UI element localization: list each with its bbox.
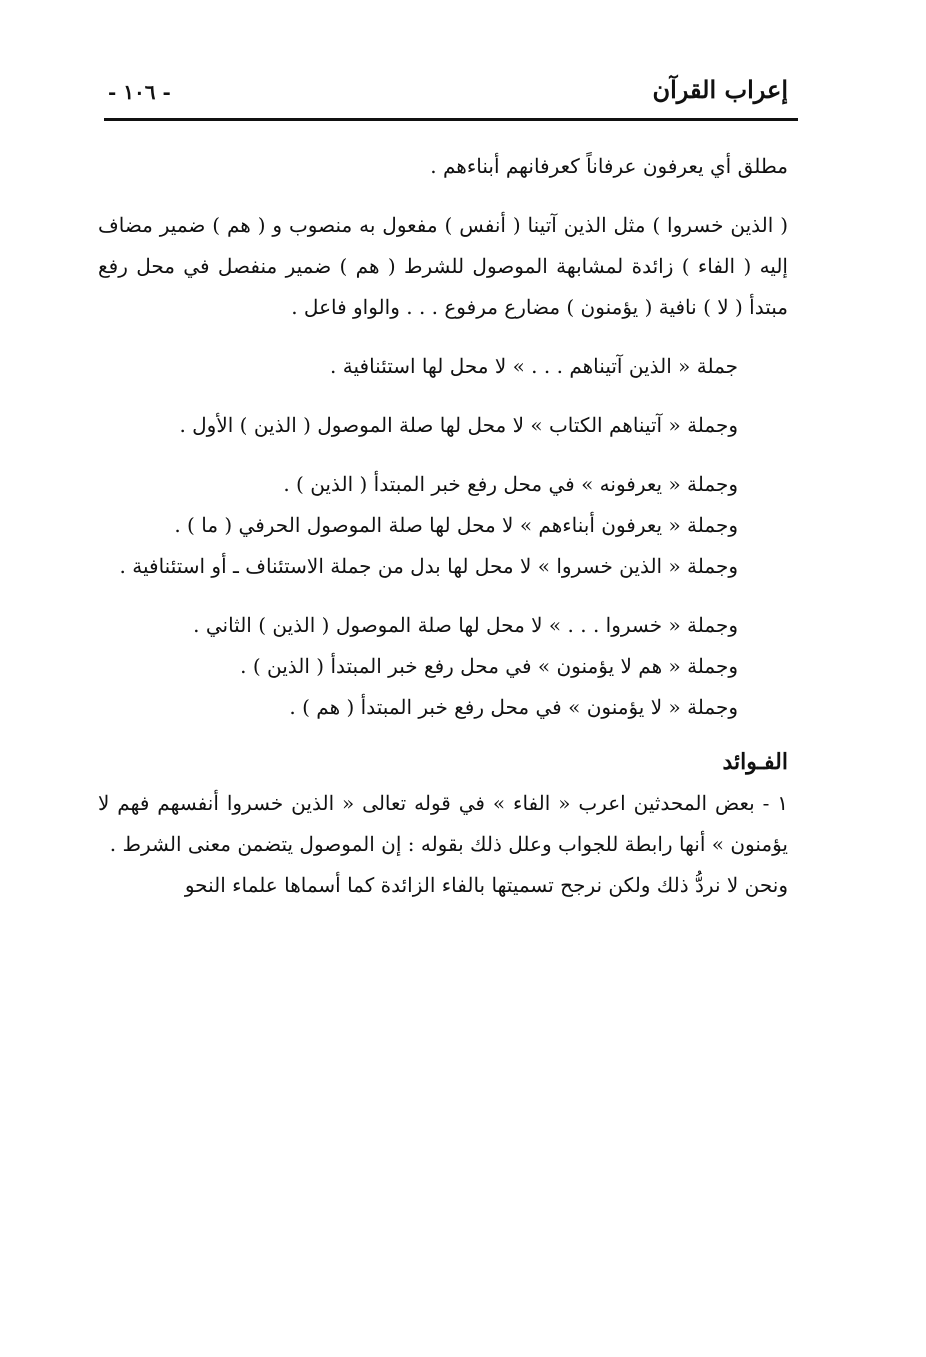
paragraph: وجملة « خسروا . . . » لا محل لها صلة الموصول ( الذين ) الثاني . — [193, 613, 738, 637]
paragraph: ( الذين خسروا ) مثل الذين آتينا ( أنفس ) مفعول به منصوب و ( هم ) ضمير مضاف إليه ( الفاء ) زائدة لمشابهة الموصول للشرط ( هم ) ضمير منفصل في محل رفع مبتدأ ( لا ) نافية ( يؤمنون ) مضارع مرفوع . . . والواو فاعل . — [98, 213, 788, 319]
paragraph: جملة « الذين آتيناهم . . . » لا محل لها استئنافية . — [330, 354, 738, 378]
page-header — [108, 64, 788, 104]
paragraph: وجملة « لا يؤمنون » في محل رفع خبر المبتدأ ( هم ) . — [289, 695, 738, 719]
paragraph: وجملة « هم لا يؤمنون » في محل رفع خبر المبتدأ ( الذين ) . — [240, 654, 738, 678]
book-title: إعراب القرآن — [652, 75, 788, 104]
benefit-paragraph: ونحن لا نردُّ ذلك ولكن نرجح تسميتها بالفاء الزائدة كما أسماها علماء النحو — [184, 873, 788, 897]
paragraph: وجملة « يعرفون أبناءهم » لا محل لها صلة الموصول الحرفي ( ما ) . — [174, 513, 738, 537]
page-body — [98, 146, 788, 906]
paragraph: وجملة « آتيناهم الكتاب » لا محل لها صلة الموصول ( الذين ) الأول . — [179, 413, 738, 437]
section-heading: الفـوائد — [722, 749, 788, 775]
header-rule — [104, 118, 798, 121]
benefit-paragraph: ١ - بعض المحدثين اعرب « الفاء » في قوله تعالى « الذين خسروا أنفسهم فهم لا يؤمنون » أنها رابطة للجواب وعلل ذلك بقوله : إن الموصول يتضمن معنى الشرط . — [98, 791, 788, 856]
page-number: - ١٠٦ - — [108, 80, 171, 104]
paragraph: وجملة « يعرفونه » في محل رفع خبر المبتدأ ( الذين ) . — [283, 472, 738, 496]
paragraph: مطلق أي يعرفون عرفاناً كعرفانهم أبناءهم . — [430, 154, 788, 178]
paragraph: وجملة « الذين خسروا » لا محل لها بدل من جملة الاستئناف ـ أو استئنافية . — [119, 554, 738, 578]
